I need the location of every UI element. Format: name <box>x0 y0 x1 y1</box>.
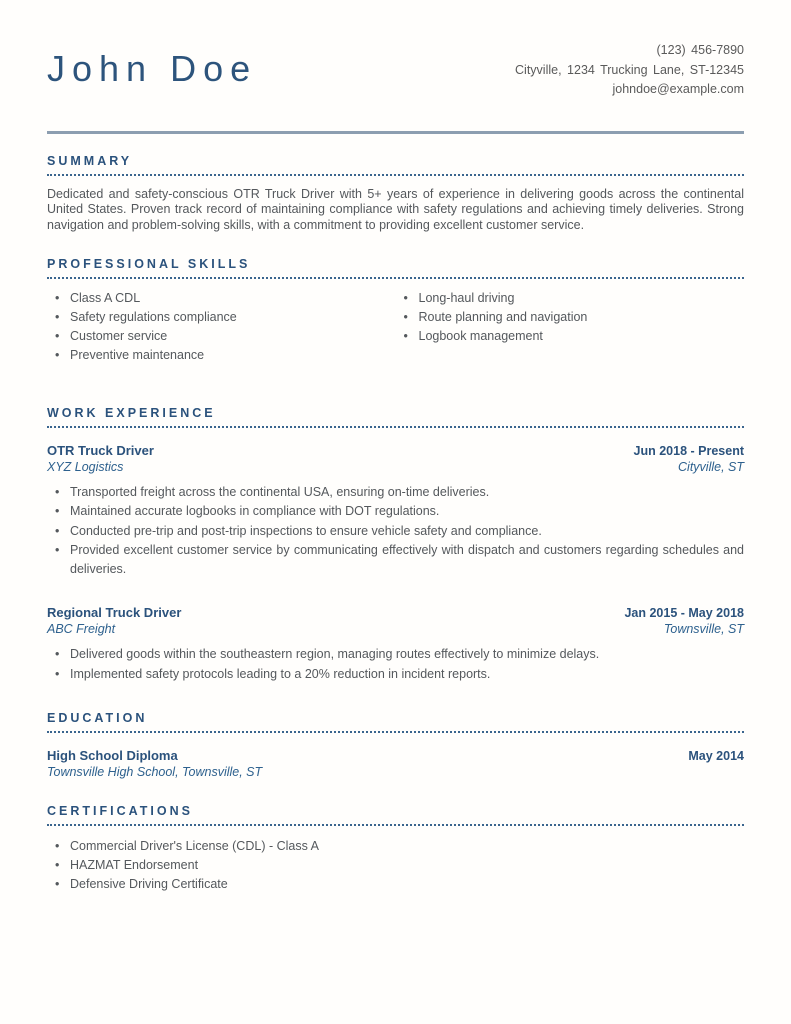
job-bullet: • Delivered goods within the southeastern region, managing routes effectively to minimize delays. <box>53 645 744 664</box>
skill-item: • Preventive maintenance <box>53 346 396 365</box>
job-bullets <box>47 483 744 579</box>
section-title-experience: WORK EXPERIENCE <box>47 406 744 428</box>
certification-item: • HAZMAT Endorsement <box>53 856 744 875</box>
certification-item: • Defensive Driving Certificate <box>53 875 744 894</box>
skill-item: • Long-haul driving <box>402 289 745 308</box>
education-degree: High School Diploma <box>47 748 178 764</box>
job-header-row <box>47 443 744 458</box>
contact-address: Cityville, 1234 Trucking Lane, ST-12345 <box>515 62 744 77</box>
person-name: John Doe <box>47 48 258 89</box>
job-subheader-row <box>47 460 744 474</box>
job-location: Cityville, ST <box>678 460 744 474</box>
section-title-education: EDUCATION <box>47 711 744 733</box>
header <box>47 40 744 100</box>
job-bullet: • Provided excellent customer service by communicating effectively with dispatch and customers regarding schedules and deliveries. <box>53 541 744 580</box>
certification-list <box>47 837 744 894</box>
job-bullet: • Transported freight across the continental USA, ensuring on-time deliveries. <box>53 483 744 502</box>
section-title-summary: SUMMARY <box>47 154 744 176</box>
education-school: Townsville High School, Townsville, ST <box>47 765 263 780</box>
skill-item: • Class A CDL <box>53 289 396 308</box>
summary-text: Dedicated and safety-conscious OTR Truck Driver with 5+ years of experience in delivering goods across the continental United States. Proven track record of maintaining compliance with safety regulations and achieving timely deliveries. Strong navigation and problem-solving skills, with a commitment to providing excellent customer service. <box>47 186 744 232</box>
job-entry <box>47 605 744 684</box>
skill-item: • Safety regulations compliance <box>53 308 396 327</box>
certification-item: • Commercial Driver's License (CDL) - Class A <box>53 837 744 856</box>
education-entry <box>47 748 744 779</box>
job-subheader-row <box>47 622 744 636</box>
job-dates: Jun 2018 - Present <box>633 444 744 458</box>
education-header-row <box>47 748 744 763</box>
skills-column-left <box>47 289 396 365</box>
job-title: Regional Truck Driver <box>47 605 182 621</box>
education-subheader-row <box>47 765 744 779</box>
header-divider <box>47 131 744 134</box>
contact-email: johndoe@example.com <box>612 82 744 96</box>
job-bullet: • Implemented safety protocols leading to a 20% reduction in incident reports. <box>53 665 744 684</box>
job-bullet: • Maintained accurate logbooks in compliance with DOT regulations. <box>53 502 744 521</box>
job-company: ABC Freight <box>47 622 116 637</box>
job-company: XYZ Logistics <box>47 460 124 474</box>
contact-phone: (123) 456-7890 <box>656 43 744 57</box>
job-bullet: • Conducted pre-trip and post-trip inspections to ensure vehicle safety and compliance. <box>53 522 744 541</box>
job-bullets <box>47 645 744 684</box>
job-header-row <box>47 605 744 620</box>
job-entry <box>47 443 744 579</box>
skill-item: • Route planning and navigation <box>402 308 745 327</box>
skill-item: • Customer service <box>53 327 396 346</box>
education-date: May 2014 <box>688 749 744 764</box>
job-title: OTR Truck Driver <box>47 443 154 458</box>
job-location: Townsville, ST <box>663 622 744 637</box>
skills-columns <box>47 289 744 365</box>
skill-item: • Logbook management <box>402 327 745 346</box>
section-title-certifications: CERTIFICATIONS <box>47 804 744 826</box>
job-dates: Jan 2015 - May 2018 <box>624 606 744 621</box>
skills-column-right <box>396 289 745 365</box>
section-title-skills: PROFESSIONAL SKILLS <box>47 257 744 279</box>
contact-block <box>515 41 744 100</box>
